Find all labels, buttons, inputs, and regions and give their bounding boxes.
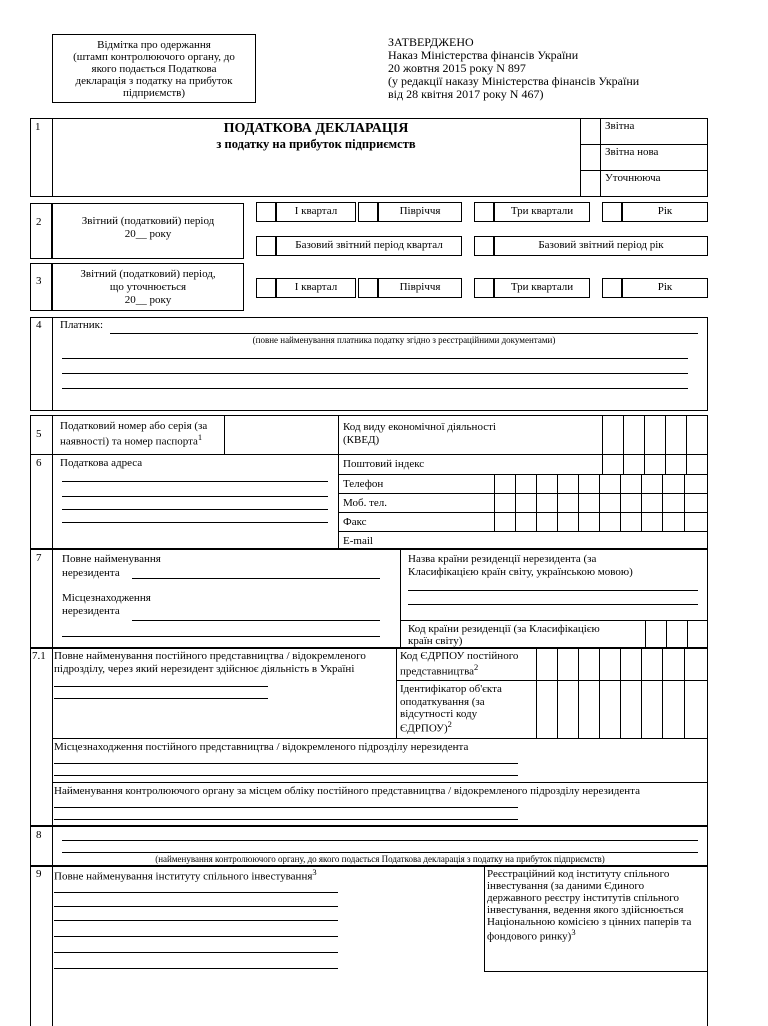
tax-object-id-label-2: оподаткування (за bbox=[400, 696, 485, 708]
row3-q3-checkbox[interactable] bbox=[474, 278, 494, 298]
row4-frame bbox=[30, 317, 708, 411]
kved-label-2: (КВЕД) bbox=[343, 434, 380, 446]
row6-number: 6 bbox=[36, 457, 42, 469]
tax-object-id-label-4: ЄДРПОУ)$^2$ bbox=[400, 719, 452, 735]
address-line-4[interactable] bbox=[62, 522, 328, 523]
reg-code-label-2: інвестування (за даними Єдиного bbox=[487, 880, 645, 892]
perm-location-label: Місцезнаходження постійного представництва / відокремленого підрозділу нерезидента bbox=[54, 741, 469, 753]
type-reporting: Звітна bbox=[605, 120, 635, 132]
address-line-3[interactable] bbox=[62, 509, 328, 510]
row3-label-3: 20__ року bbox=[124, 294, 172, 306]
row1-number: 1 bbox=[35, 121, 41, 133]
row2-q3-label: Три квартали bbox=[510, 205, 574, 217]
approved-date: 20 жовтня 2015 року N 897 bbox=[388, 61, 526, 75]
reg-code-label-4: інвестування, ведення якого здійснюється bbox=[487, 904, 684, 916]
row3-h1-label: Півріччя bbox=[399, 281, 441, 293]
fax-label: Факс bbox=[343, 516, 367, 528]
row3-year-checkbox[interactable] bbox=[602, 278, 622, 298]
mobile-label: Моб. тел. bbox=[343, 497, 388, 509]
row2-year-checkbox[interactable] bbox=[602, 202, 622, 222]
row2-year-label: Рік bbox=[657, 205, 673, 217]
reg-code-label-5: Національною комісією з цінних паперів та bbox=[487, 916, 692, 928]
perm-establishment-label-2: підрозділу, через який нерезидент здійснює діяльність в Україні bbox=[54, 663, 355, 675]
approved-order: Наказ Міністерства фінансів України bbox=[388, 48, 579, 62]
reg-code-label-6: фондового ринку)$^3$ bbox=[487, 927, 576, 943]
tax-object-id-label-1: Ідентифікатор об'єкта bbox=[400, 683, 502, 695]
approved-title: ЗАТВЕРДЖЕНО bbox=[388, 35, 474, 49]
row2-q1-checkbox[interactable] bbox=[256, 202, 276, 222]
page-title: ПОДАТКОВА ДЕКЛАРАЦІЯ bbox=[223, 121, 409, 136]
fund-line-5[interactable] bbox=[54, 952, 338, 953]
row2-base-year-checkbox[interactable] bbox=[474, 236, 494, 256]
page-subtitle: з податку на прибуток підприємств bbox=[216, 137, 416, 151]
row2-q3-checkbox[interactable] bbox=[474, 202, 494, 222]
row9-number: 9 bbox=[36, 868, 42, 880]
country-code-label-1: Код країни резиденції (за Класифікацією bbox=[408, 623, 600, 635]
row3-q3-label: Три квартали bbox=[510, 281, 574, 293]
row3-h1-checkbox[interactable] bbox=[358, 278, 378, 298]
perm-location-line-2[interactable] bbox=[54, 775, 518, 776]
nonresident-location-line-1[interactable] bbox=[132, 620, 380, 621]
country-name-label-2: Класифікацією країн світу, українською мовою) bbox=[408, 566, 633, 578]
payer-line-2[interactable] bbox=[62, 358, 688, 359]
perm-authority-line-1[interactable] bbox=[54, 807, 518, 808]
fund-line-2[interactable] bbox=[54, 906, 338, 907]
reg-code-label-1: Реєстраційний код інституту спільного bbox=[487, 868, 670, 880]
row3-q1-label: І квартал bbox=[294, 281, 338, 293]
nonresident-location-label-1: Місцезнаходження bbox=[62, 592, 151, 604]
address-line-1[interactable] bbox=[62, 481, 328, 482]
nonresident-location-line-2[interactable] bbox=[62, 636, 380, 637]
row4-number: 4 bbox=[36, 319, 42, 331]
row2-number: 2 bbox=[36, 216, 42, 228]
tax-address-label: Податкова адреса bbox=[60, 457, 143, 469]
address-line-2[interactable] bbox=[62, 496, 328, 497]
type-reporting-checkbox[interactable] bbox=[580, 118, 601, 145]
country-code-label-2: країн світу) bbox=[408, 635, 463, 647]
row2-label-2: 20__ року bbox=[124, 228, 172, 240]
nonresident-name-label-1: Повне найменування bbox=[62, 553, 161, 565]
row3-q1-checkbox[interactable] bbox=[256, 278, 276, 298]
tax-number-input[interactable] bbox=[225, 416, 337, 453]
row8-number: 8 bbox=[36, 829, 42, 841]
tax-number-label-1: Податковий номер або серія (за bbox=[60, 420, 208, 432]
payer-label: Платник: bbox=[60, 319, 104, 331]
stamp-text-5: підприємств) bbox=[122, 87, 186, 99]
row3-year-label: Рік bbox=[657, 281, 673, 293]
row2-number-box bbox=[30, 203, 52, 259]
email-label: E-mail bbox=[343, 535, 373, 547]
perm-establishment-line-2[interactable] bbox=[54, 698, 268, 699]
row2-q1-label: І квартал bbox=[294, 205, 338, 217]
authority-hint: (найменування контролюючого органу, до якого подається Податкова декларація з податку на прибуток підприємств) bbox=[155, 854, 605, 864]
row7-number: 7 bbox=[36, 552, 42, 564]
fund-line-1[interactable] bbox=[54, 892, 338, 893]
country-name-label-1: Назва країни резиденції нерезидента (за bbox=[408, 553, 597, 565]
row2-base-quarter-checkbox[interactable] bbox=[256, 236, 276, 256]
country-name-line-1[interactable] bbox=[408, 590, 698, 591]
fund-line-3[interactable] bbox=[54, 920, 338, 921]
postal-index-label: Поштовий індекс bbox=[343, 458, 425, 470]
fund-line-4[interactable] bbox=[54, 936, 338, 937]
payer-line-3[interactable] bbox=[62, 373, 688, 374]
phone-label: Телефон bbox=[343, 478, 384, 490]
nonresident-name-line[interactable] bbox=[132, 578, 380, 579]
authority-line-1[interactable] bbox=[62, 840, 698, 841]
type-new-reporting-checkbox[interactable] bbox=[580, 144, 601, 171]
stamp-text-3: якого подається Податкова bbox=[91, 63, 217, 75]
perm-location-line-1[interactable] bbox=[54, 763, 518, 764]
approved-edition-date: від 28 квітня 2017 року N 467) bbox=[388, 87, 544, 101]
edrpou-label-1: Код ЄДРПОУ постійного bbox=[400, 650, 519, 662]
perm-establishment-label-1: Повне найменування постійного представництва / відокремленого bbox=[54, 650, 366, 662]
row2-base-year-label: Базовий звітний період рік bbox=[538, 239, 664, 251]
type-new-reporting: Звітна нова bbox=[605, 146, 659, 158]
stamp-text-1: Відмітка про одержання bbox=[97, 39, 211, 51]
fund-name-label: Повне найменування інституту спільного інвестування$^3$ bbox=[54, 867, 317, 883]
perm-authority-label: Найменування контролюючого органу за місцем обліку постійного представництва / відокремленого підрозділу нерезидента bbox=[54, 785, 640, 797]
row71-number: 7.1 bbox=[32, 650, 46, 662]
type-clarifying-checkbox[interactable] bbox=[580, 170, 601, 197]
row5-number: 5 bbox=[36, 428, 42, 440]
type-clarifying: Уточнююча bbox=[605, 172, 661, 184]
row3-label-1: Звітний (податковий) період, bbox=[80, 268, 216, 280]
stamp-text-4: декларація з податку на прибуток bbox=[75, 75, 233, 87]
country-name-line-2[interactable] bbox=[408, 604, 698, 605]
reg-code-label-3: державного реєстру інститутів спільного bbox=[487, 892, 680, 904]
row3-label-2: що уточнюється bbox=[109, 281, 187, 293]
nonresident-name-label-2: нерезидента bbox=[62, 567, 120, 579]
fund-line-6[interactable] bbox=[54, 968, 338, 969]
row3-number: 3 bbox=[36, 275, 42, 287]
payer-name-line[interactable] bbox=[110, 333, 698, 334]
kved-label-1: Код виду економічної діяльності bbox=[343, 421, 496, 433]
payer-line-4[interactable] bbox=[62, 388, 688, 389]
perm-authority-line-2[interactable] bbox=[54, 819, 518, 820]
approved-edition: (у редакції наказу Міністерства фінансів України bbox=[388, 74, 640, 88]
row2-h1-label: Півріччя bbox=[399, 205, 441, 217]
perm-establishment-line-1[interactable] bbox=[54, 686, 268, 687]
edrpou-label-2: представництва$^2$ bbox=[400, 662, 479, 678]
tax-number-label-2: наявності) та номер паспорта$^1$ bbox=[60, 432, 203, 448]
row2-base-quarter-label: Базовий звітний період квартал bbox=[295, 239, 443, 251]
row2-label-1: Звітний (податковий) період bbox=[81, 215, 215, 227]
tax-object-id-label-3: відсутності коду bbox=[400, 708, 478, 720]
stamp-text-2: (штамп контролюючого органу, до bbox=[73, 51, 235, 63]
payer-hint: (повне найменування платника податку згідно з реєстраційними документами) bbox=[252, 335, 556, 345]
row2-h1-checkbox[interactable] bbox=[358, 202, 378, 222]
nonresident-location-label-2: нерезидента bbox=[62, 605, 120, 617]
authority-line-2[interactable] bbox=[62, 852, 698, 853]
